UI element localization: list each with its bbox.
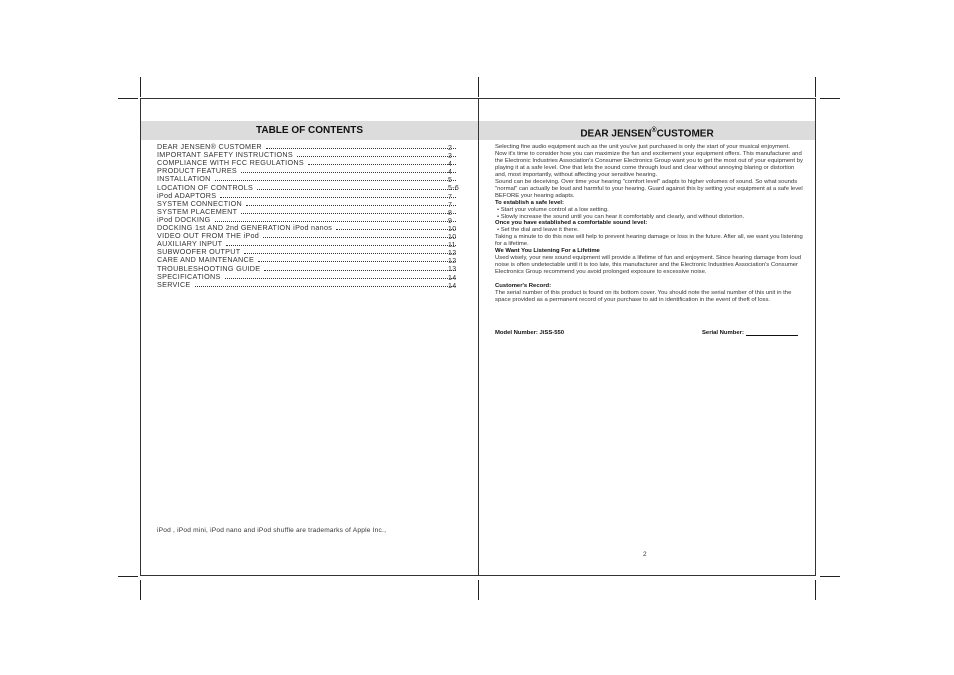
crop-mark	[140, 580, 141, 600]
toc-entry	[157, 281, 460, 289]
toc-entry-label: PRODUCT FEATURES	[157, 166, 238, 176]
toc-entry-page: 4	[448, 169, 453, 177]
toc-leader	[244, 252, 456, 254]
toc-entry-page: 3	[448, 153, 453, 161]
toc-entry-label: iPod DOCKING	[157, 214, 211, 224]
serial-number-field	[702, 330, 798, 336]
serial-number-label: Serial Number:	[702, 330, 744, 336]
customer-header	[479, 121, 815, 140]
toc-header: TABLE OF CONTENTS	[141, 121, 478, 140]
toc-leader	[220, 196, 456, 198]
toc-leader	[241, 212, 456, 214]
crop-mark	[815, 580, 816, 600]
toc-entry-page: 5	[448, 177, 453, 185]
registered-mark: ®	[651, 127, 657, 134]
crop-mark	[478, 77, 479, 97]
crop-mark	[815, 77, 816, 97]
toc-entry-label: iPod ADAPTORS	[157, 190, 217, 200]
toc-leader	[195, 285, 456, 287]
toc-entry-page: 12	[448, 250, 457, 258]
toc-leader	[215, 179, 456, 181]
toc-entry-page: 4	[448, 161, 453, 169]
toc-leader	[264, 269, 456, 271]
toc-leader	[336, 228, 456, 230]
toc-entry-page: 7	[448, 193, 453, 201]
comfortable-heading: Once you have established a comfortable sound level:	[495, 220, 648, 227]
toc-entry-label: IMPORTANT SAFETY INSTRUCTIONS	[157, 150, 293, 160]
list-item: • Start your volume control at a low setting.	[497, 206, 609, 213]
toc-leader	[225, 277, 456, 279]
toc-entry-label: SUBWOOFER OUTPUT	[157, 247, 241, 257]
page-number: 2	[643, 551, 647, 558]
deceiving-paragraph: Sound can be deceiving. Over time your hearing "comfort level" adapts to higher volumes of sound. So what sounds "normal" can actually be loud and harmful to your hearing. Guard against this by setting your equipment at a safe level BEFORE your hearing adapts.	[495, 178, 803, 199]
toc-entry-page: 7	[448, 201, 453, 209]
toc-entry-page: 11	[448, 242, 456, 250]
toc-entry-label: SYSTEM PLACEMENT	[157, 206, 238, 216]
record-paragraph: The serial number of this product is found on its bottom cover. You should note the serial number of this unit in the space provided as a permanent record of your purchase to aid in identification in the event of theft of loss.	[495, 289, 792, 303]
trademark-note: iPod , iPod mini, iPod nano and iPod shuffle are trademarks of Apple Inc.,	[157, 527, 387, 534]
lifetime-heading: We Want You Listening For a Lifetime	[495, 248, 600, 255]
customer-header-name: DEAR JENSEN	[580, 128, 652, 140]
toc-entry-label: INSTALLATION	[157, 174, 211, 184]
toc-leader	[215, 220, 456, 222]
customer-letter	[495, 144, 803, 303]
toc-leader	[266, 147, 456, 149]
toc-entry-page: 14	[448, 274, 457, 282]
toc-entry-label: CARE AND MAINTENANCE	[157, 255, 255, 265]
toc-entry-label: LOCATION OF CONTROLS	[157, 182, 254, 192]
toc-leader	[226, 244, 456, 246]
toc-entry-label: TROUBLESHOOTING GUIDE	[157, 263, 261, 273]
list-item: • Set the dial and leave it there.	[497, 227, 579, 234]
safe-level-heading: To establish a safe level:	[495, 199, 564, 206]
toc-entry-page: 8	[448, 209, 453, 217]
record-heading: Customer's Record:	[495, 282, 552, 289]
minute-paragraph: Taking a minute to do this now will help to prevent hearing damage or loss in the future. After all, we want you listening for a lifetime.	[495, 234, 803, 248]
toc-leader	[308, 163, 456, 165]
toc-entry-label: SPECIFICATIONS	[157, 271, 221, 281]
crop-mark	[140, 77, 141, 97]
toc-entry-page: 9	[448, 217, 453, 225]
toc-entry-label: SERVICE	[157, 279, 191, 289]
customer-record-fields	[495, 330, 801, 336]
table-of-contents	[157, 143, 460, 289]
crop-mark	[118, 98, 138, 99]
toc-entry-page: 10	[448, 225, 457, 233]
toc-entry-label: DEAR JENSEN® CUSTOMER	[157, 142, 262, 152]
crop-mark	[820, 98, 840, 99]
customer-header-suffix: CUSTOMER	[656, 128, 714, 140]
toc-entry-label: DOCKING 1st AND 2nd GENERATION iPod nanos	[157, 223, 333, 233]
toc-leader	[257, 188, 456, 190]
crop-mark	[478, 580, 479, 600]
page-divider	[478, 98, 479, 576]
serial-number-blank	[746, 335, 798, 336]
toc-leader	[246, 204, 456, 206]
toc-entry-label: COMPLIANCE WITH FCC REGULATIONS	[157, 158, 304, 168]
toc-entry-page: 5-6	[448, 185, 460, 193]
toc-entry-page: 2	[448, 145, 453, 152]
intro-paragraph: Selecting fine audio equipment such as the unit you've just purchased is only the start of your musical enjoyment. Now it's time to consider how you can maximize the fun and excitement your equipment offers. This manufacturer and the Electronic Industries Association's Consumer Electronics Group want you to get the most out of your equipment by playing it at a safe level. One that lets the sound come through loud and clear without annoying blaring or distortion and, most importantly, without affecting your sensitive hearing.	[495, 144, 803, 178]
crop-mark	[118, 576, 138, 577]
toc-entry-page: 14	[448, 282, 457, 290]
toc-entry-page: 13	[448, 266, 457, 274]
list-item: • Slowly increase the sound until you can hear it comfortably and clearly, and without distortion.	[497, 213, 745, 220]
crop-mark	[820, 576, 840, 577]
toc-entry-page: 10	[448, 234, 457, 242]
toc-entry	[157, 273, 460, 281]
model-number: Model Number: JiSS-550	[495, 330, 565, 336]
toc-entry-label: VIDEO OUT FROM THE iPod	[157, 231, 260, 241]
lifetime-paragraph: Used wisely, your new sound equipment will provide a lifetime of fun and enjoyment. Since hearing damage from loud noise is often undetectable until it is too late, this manufacturer and the Electronic Industries Association's Consumer Electronics Group recommend you avoid prolonged exposure to excessive noise.	[495, 255, 802, 276]
toc-leader	[258, 260, 456, 262]
toc-leader	[297, 155, 456, 157]
toc-entry-page: 12	[448, 258, 457, 266]
toc-leader	[241, 171, 456, 173]
toc-leader	[263, 236, 456, 238]
toc-entry-label: SYSTEM CONNECTION	[157, 198, 242, 208]
toc-entry-label: AUXILIARY INPUT	[157, 239, 223, 249]
